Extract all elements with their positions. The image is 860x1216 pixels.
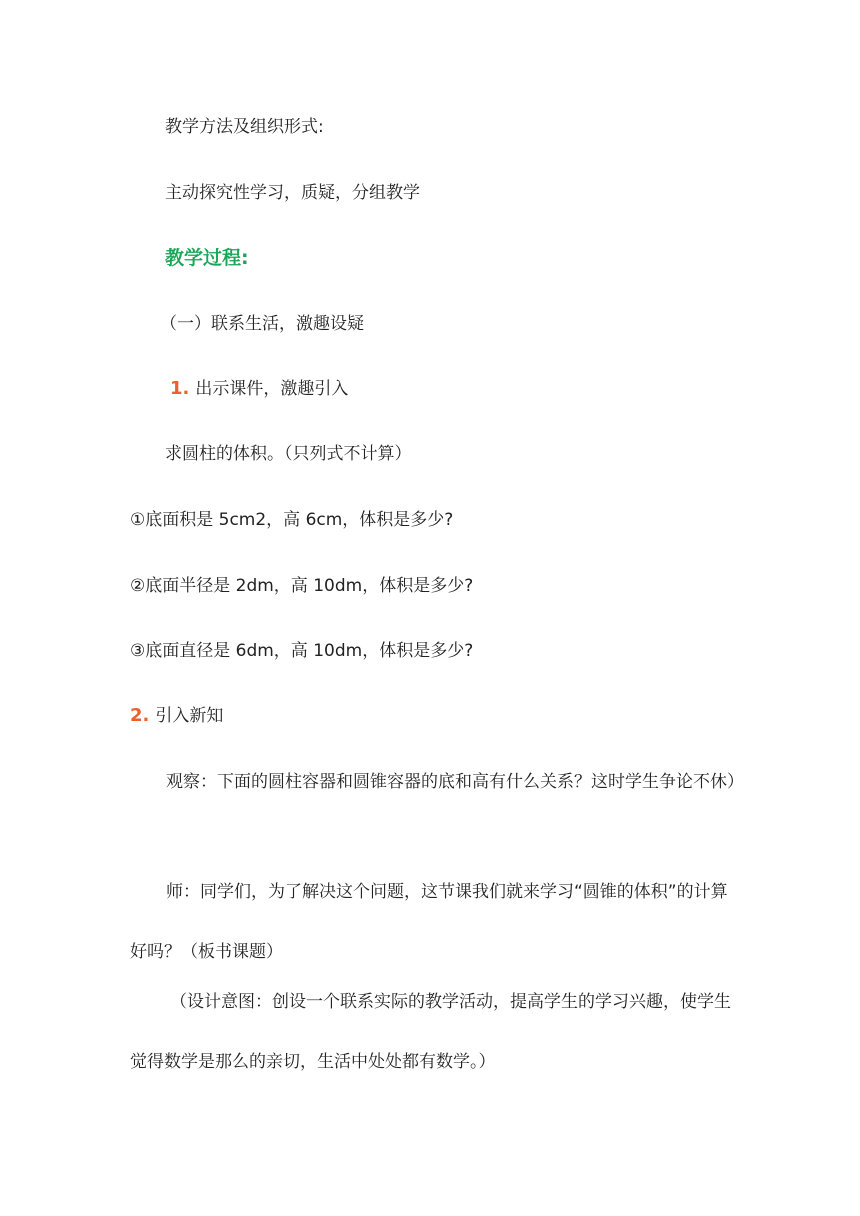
step-2-number: 2. — [130, 705, 150, 726]
question-2: ②底面半径是 2dm，高 10dm，体积是多少? — [130, 576, 474, 596]
method-title: 教学方法及组织形式: — [165, 117, 324, 137]
observe-paragraph: 观察：下面的圆柱容器和圆锥容器的底和高有什么关系？这时学生争论不休） — [166, 772, 744, 792]
section-heading: （一）联系生活，激趣设疑 — [160, 314, 364, 334]
teacher-paragraph: 师：同学们，为了解决这个问题，这节课我们就来学习“圆锥的体积”的计算好吗？（板书课题） — [130, 882, 728, 962]
step-2 — [130, 704, 223, 728]
step-2-text: 引入新知 — [155, 706, 224, 726]
process-heading: 教学过程: — [165, 247, 249, 269]
question-3: ③底面直径是 6dm，高 10dm，体积是多少? — [130, 641, 474, 661]
step-1-number: 1. — [170, 378, 190, 399]
method-content: 主动探究性学习，质疑，分组教学 — [165, 183, 420, 203]
design-paragraph: （设计意图：创设一个联系实际的教学活动，提高学生的学习兴趣，使学生觉得数学是那么的亲切，生活中处处都有数学。） — [130, 992, 731, 1072]
step-1 — [170, 377, 348, 401]
step-1-text: 出示课件，激趣引入 — [195, 379, 349, 399]
task-text: 求圆柱的体积。（只列式不计算） — [165, 444, 412, 464]
question-1: ①底面积是 5cm2，高 6cm，体积是多少? — [130, 510, 454, 530]
